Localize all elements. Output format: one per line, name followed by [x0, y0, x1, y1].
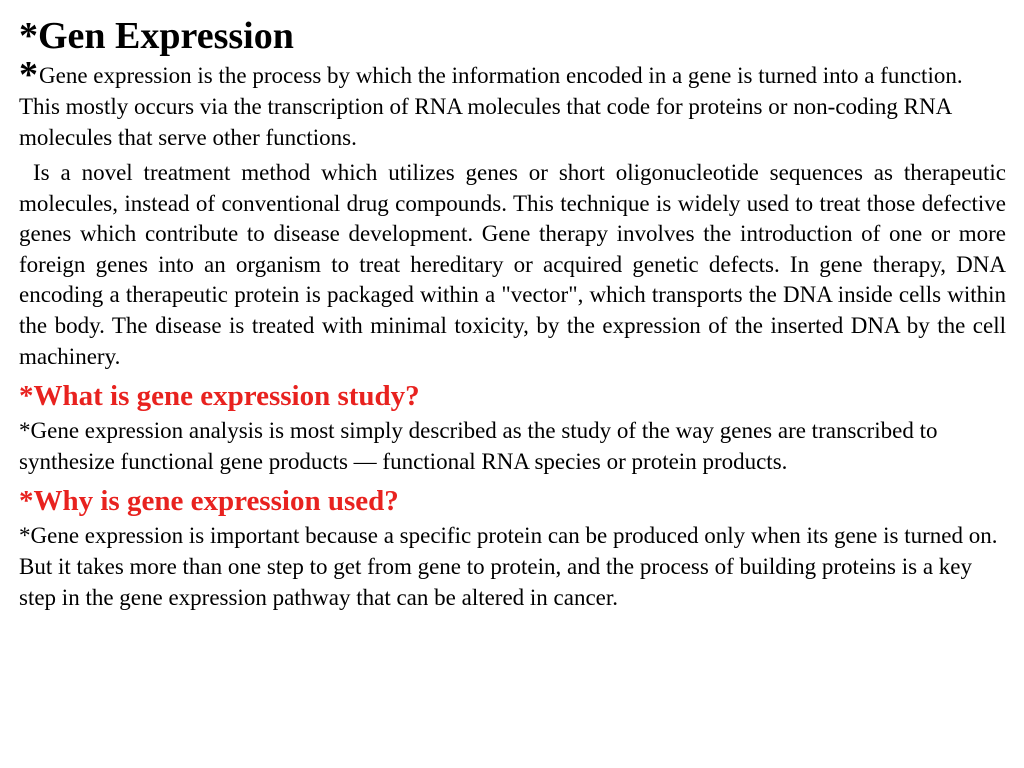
section-text-why: *Gene expression is important because a specific protein can be produced only when its gene is turned on. But it takes more than one step to get from gene to protein, and the process of building proteins is a key step in the gene expression pathway that can be altered in cancer.	[19, 523, 998, 610]
intro-paragraph	[19, 54, 1006, 153]
intro-text: Gene expression is the process by which the information encoded in a gene is turned into a function. This mostly occurs via the transcription of RNA molecules that code for proteins or non-coding RNA molecules that serve other functions.	[19, 63, 963, 150]
intro-star: *	[19, 54, 38, 96]
gene-therapy-paragraph: Is a novel treatment method which utilizes genes or short oligonucleotide sequences as therapeutic molecules, instead of conventional drug compounds. This technique is widely used to treat those defective genes which contribute to disease development. Gene therapy involves the introduction of one or more foreign genes into an organism to treat hereditary or acquired genetic defects. In gene therapy, DNA encoding a therapeutic protein is packaged within a "vector", which transports the DNA inside cells within the body. The disease is treated with minimal toxicity, by the expression of the inserted DNA by the cell machinery.	[19, 160, 1006, 369]
section-heading-what: *What is gene expression study?	[19, 380, 420, 413]
page-title: *Gen Expression	[19, 15, 294, 57]
section-text-what: *Gene expression analysis is most simply described as the study of the way genes are transcribed to synthesize functional gene products — functional RNA species or protein products.	[19, 418, 938, 474]
section-heading-why: *Why is gene expression used?	[19, 485, 399, 518]
